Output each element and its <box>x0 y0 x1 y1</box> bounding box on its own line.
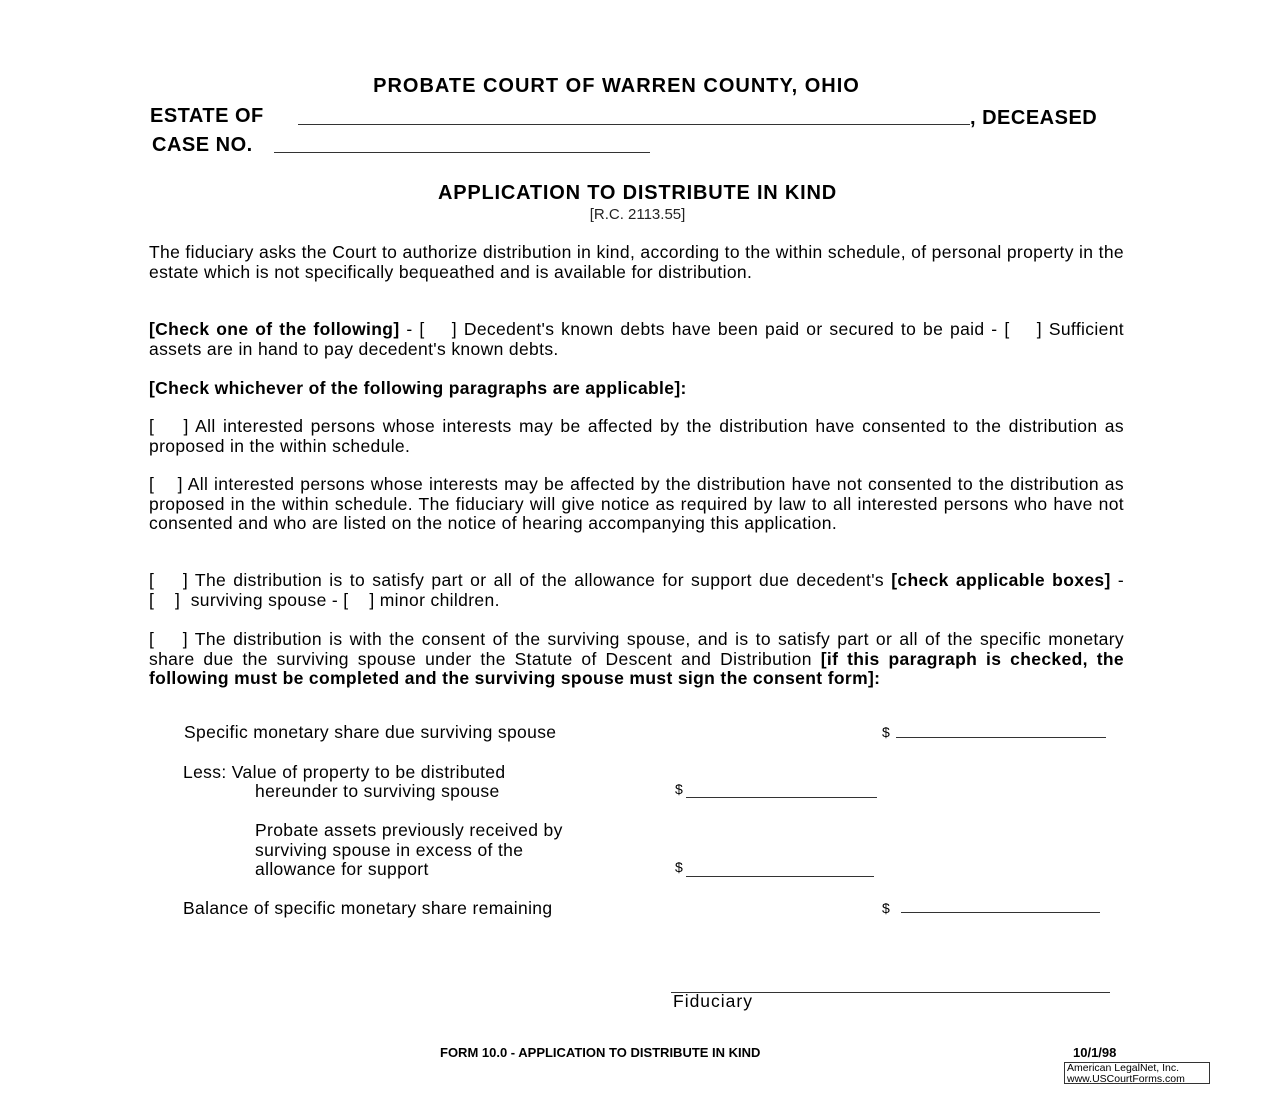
balance-field[interactable] <box>901 898 1100 913</box>
publisher-name: American LegalNet, Inc. <box>1067 1062 1180 1074</box>
consented-checkbox[interactable]: [ ] <box>149 416 189 436</box>
intro-paragraph: The fiduciary asks the Court to authorize distribution in kind, according to the within schedule, of personal property in the estate which is not specifically bequeathed and is available for distribution. <box>149 242 1124 282</box>
spouse-consent-text: The distribution is with the consent of the surviving spouse, and is to satisfy part or all of the specific monetary share due the surviving spouse under the Statute of Descent and Distribution <box>149 629 1124 669</box>
currency-symbol: $ <box>675 781 683 797</box>
property-value-label: Less: Value of property to be distributed <box>183 762 506 782</box>
separator: - <box>1110 570 1125 590</box>
statute-reference: [R.C. 2113.55] <box>589 206 686 223</box>
probate-assets-field[interactable] <box>686 862 874 877</box>
form-title: APPLICATION TO DISTRIBUTE IN KIND <box>438 182 837 204</box>
allowance-text: The distribution is to satisfy part or all of the allowance for support due decedent's <box>188 570 892 590</box>
case-number-field[interactable] <box>274 138 650 153</box>
currency-symbol: $ <box>882 900 890 916</box>
court-name: PROBATE COURT OF WARREN COUNTY, OHIO <box>373 75 860 97</box>
deceased-label: , DECEASED <box>970 107 1098 129</box>
check-applicable-instruction: [check applicable boxes] <box>891 570 1111 590</box>
fiduciary-label: Fiduciary <box>673 991 753 1011</box>
allowance-paragraph <box>149 571 1124 610</box>
minor-children-label: minor children. <box>374 589 500 610</box>
check-one-paragraph <box>149 320 1124 359</box>
minor-children-checkbox[interactable]: [ ] <box>343 589 375 610</box>
sufficient-assets-option: Sufficient assets are in hand to pay decedent's known debts. <box>149 319 1124 359</box>
balance-label: Balance of specific monetary share remaining <box>183 898 553 918</box>
check-one-instruction: [Check one of the following] <box>149 319 400 339</box>
surviving-spouse-checkbox[interactable]: [ ] <box>149 589 181 610</box>
consented-text: All interested persons whose interests may be affected by the distribution have consented to the distribution as proposed in the within schedule. <box>149 416 1124 456</box>
check-whichever-instruction: [Check whichever of the following paragraphs are applicable]: <box>149 378 687 398</box>
sufficient-assets-checkbox[interactable]: [ ] <box>1004 319 1043 339</box>
property-value-field[interactable] <box>686 783 877 798</box>
probate-assets-label-cont: surviving spouse in excess of the <box>255 840 524 860</box>
publisher-url: www.USCourtForms.com <box>1067 1073 1185 1085</box>
property-value-label-cont: hereunder to surviving spouse <box>255 781 500 801</box>
currency-symbol: $ <box>675 859 683 875</box>
debts-paid-option: Decedent's known debts have been paid or secured to be paid - <box>457 319 1005 339</box>
case-no-label: CASE NO. <box>152 134 253 156</box>
separator: - <box>399 319 420 339</box>
monetary-share-label: Specific monetary share due surviving spouse <box>184 722 557 742</box>
probate-assets-label-cont2: allowance for support <box>255 859 429 879</box>
estate-name-field[interactable] <box>298 110 970 125</box>
currency-symbol: $ <box>882 724 890 740</box>
not-consented-checkbox[interactable]: [ ] <box>149 474 183 494</box>
spouse-consent-instruction: [if this paragraph is checked, the following must be completed and the surviving spouse must sign the consent form]: <box>149 648 1124 688</box>
allowance-checkbox[interactable]: [ ] <box>149 570 189 590</box>
consented-paragraph <box>149 417 1124 456</box>
probate-assets-label: Probate assets previously received by <box>255 820 563 840</box>
spouse-consent-paragraph <box>149 630 1124 689</box>
estate-of-label: ESTATE OF <box>150 105 264 127</box>
spouse-consent-checkbox[interactable]: [ ] <box>149 629 188 649</box>
not-consented-text: All interested persons whose interests may be affected by the distribution have not consented to the distribution as proposed in the within schedule. The fiduciary will give notice as required by law to all interested persons who have not consented and who are listed on the notice of hearing accompanying this application. <box>149 474 1124 533</box>
monetary-share-field[interactable] <box>896 723 1106 738</box>
publisher-box <box>1064 1062 1210 1084</box>
surviving-spouse-label: surviving spouse - <box>180 589 344 610</box>
not-consented-paragraph <box>149 475 1124 534</box>
form-number: FORM 10.0 - APPLICATION TO DISTRIBUTE IN KIND <box>440 1045 761 1060</box>
debts-paid-checkbox[interactable]: [ ] <box>419 319 458 339</box>
form-date: 10/1/98 <box>1073 1045 1117 1060</box>
